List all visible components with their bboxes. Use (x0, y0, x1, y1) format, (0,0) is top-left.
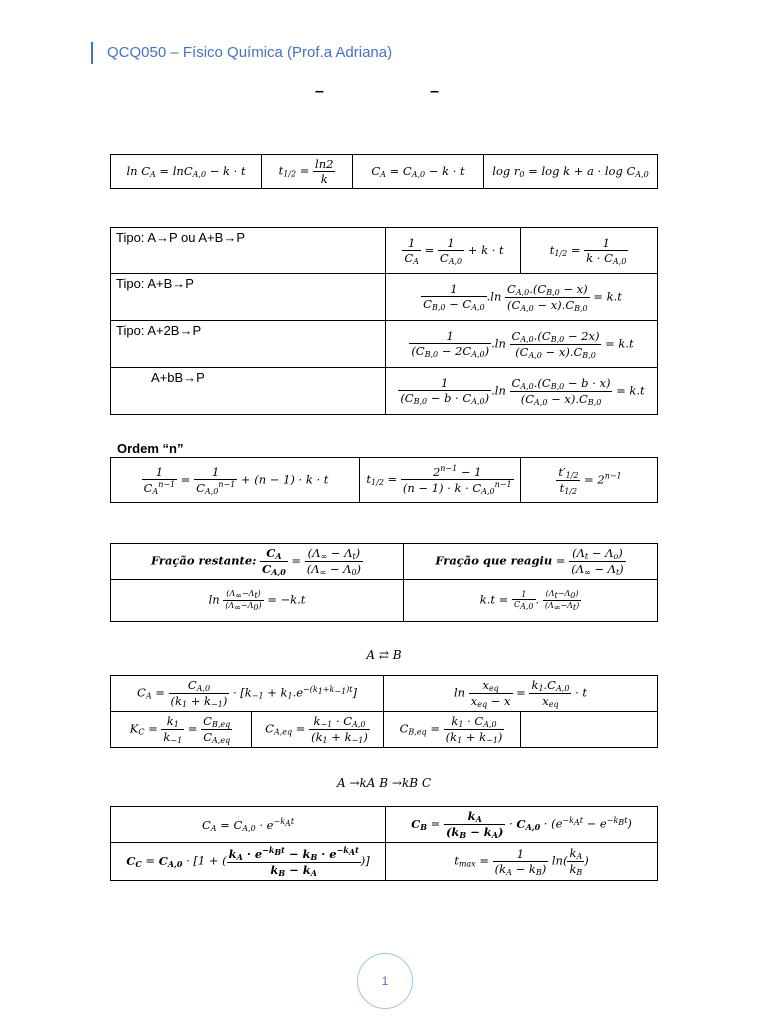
second-order-table (110, 227, 658, 415)
eq-cb-consecutive: $C_B$ = $\frac{k_A}{(k_B - k_A)}$ · $C_{A,0} \cdot (e^{-kAt} - e^{-kBt})$ (386, 807, 658, 843)
eq-ln-conductivity: ln $\frac{(\Lambda\infty-\Lambda t)}{(\Lambda\infty-\Lambda 0)}$ = −k.t (111, 580, 404, 622)
eq-ln-ca: $\ln C_A = \ln C_{A,0} - k \cdot t$ (111, 155, 262, 189)
consecutive-reaction-label: A →kA B →kB C (336, 776, 432, 790)
nth-order-table (110, 457, 658, 503)
fraction-remaining-label: Fração restante: (150, 553, 257, 568)
type-label-3: Tipo: A+2B→P (111, 321, 386, 368)
eq-kc: $K_C$ = $\frac{k_1}{k_{-1}}$ = $\frac{C_{B,eq}}{C_{A,eq}}$ (111, 712, 252, 748)
header-title: QCQ050 – Físico Química (Prof.a Adriana) (107, 44, 393, 61)
reversible-reaction-label: A ⇄ B (366, 648, 402, 662)
consecutive-table (110, 806, 658, 881)
eq-kt-conductivity: k.t = $\frac{1}{CA,0}$ . $\frac{(\Lambda t-\Lambda 0)}{(\Lambda\infty-\Lambda t)}$ (404, 580, 658, 622)
eq-ca-reversible: $C_A$ = $\frac{C_{A,0}}{(k_1 + k_{-1})}$ · $[k_{-1} + k_1.e^{-(k1+k-1)t}]$ (111, 676, 384, 712)
eq-ca-eq: $C_{A,eq}$ = $\frac{k_{-1} \cdot C_{A,0}}{(k_1 + k_{-1})}$ (252, 712, 384, 748)
conductivity-table (110, 543, 658, 622)
type-label-1: Tipo: A→P ou A+B→P (111, 228, 386, 274)
eq-a-plus-b: $\frac{1}{C_{B,0} - C_{A,0}}$ .ln $\frac{C_{A,0}.(C_{B,0} - x)}{(C_{A,0} - x).C_{B,0}}$ = k.t (386, 274, 658, 321)
eq-a-plus-2b: $\frac{1}{(C_{B,0} - 2C_{A,0})}$ .ln $\frac{C_{A,0}.(C_{B,0} - 2x)}{(C_{A,0} - x).C_{B,0}}$ = k.t (386, 321, 658, 368)
eq-nth-half-life: $t_{1/2}$ = $\frac{2^{n-1} - 1}{(n - 1) \cdot k \cdot C_{A,0}^{n-1}}$ (360, 458, 521, 503)
dash-1: – (315, 83, 324, 100)
eq-half-life-first: $t_{1/2}$ = $\frac{\ln 2}{k}$ (262, 155, 353, 189)
eq-log-rate: $\log r_0 = \log k + a \cdot \log C_{A,0}$ (484, 155, 658, 189)
eq-fraction-remaining: Fração restante: $\frac{C_A}{C_{A,0}}$ = $\frac{(\Lambda_\infty - \Lambda_t)}{(\Lambda_\infty - \Lambda_0)}$ (111, 544, 404, 580)
reversible-table (110, 675, 658, 748)
eq-a-plus-bb: $\frac{1}{(C_{B,0} - b \cdot C_{A,0})}$ .ln $\frac{C_{A,0}.(C_{B,0} - b \cdot x)}{(C_{A,0} - x).C_{B,0}}$ = k.t (386, 368, 658, 415)
ordem-n-label: Ordem “n” (117, 441, 184, 456)
eq-zero-order: $C_A = C_{A,0} - k \cdot t$ (353, 155, 484, 189)
eq-second-half-life: $t_{1/2}$ = $\frac{1}{k \cdot C_{A,0}}$ (521, 228, 658, 274)
eq-second-order: $\frac{1}{C_A}$ = $\frac{1}{C_{A,0}}$ + k · t (386, 228, 521, 274)
page-number: 1 (357, 953, 413, 1009)
type-label-4: A+bB→P (111, 368, 386, 415)
zero-first-order-table (110, 154, 658, 189)
type-label-2: Tipo: A+B→P (111, 274, 386, 321)
eq-tmax: $t_{max}$ = $\frac{1}{(k_A - k_B)}$ ln( $\frac{k_A}{k_B}$ ) (386, 843, 658, 881)
eq-cc-consecutive: $C_C = C_{A,0} \cdot [1$ + ( $\frac{k_A \cdot e^{-kBt} - k_B \cdot e^{-kAt}}{k_B - k_A}$ )] (111, 843, 386, 881)
header-accent-bar (91, 42, 93, 64)
eq-nth-order: $\frac{1}{C_A^{n-1}}$ = $\frac{1}{C_{A,0}^{n-1}}$ + (n − 1) · k · t (111, 458, 360, 503)
eq-ca-consecutive: $C_A = C_{A,0} \cdot e^{-kAt}$ (111, 807, 386, 843)
eq-fraction-reacted: Fração que reagiu = $\frac{(\Lambda_t - \Lambda_o)}{(\Lambda_\infty - \Lambda_t)}$ (404, 544, 658, 580)
empty-cell (521, 712, 658, 748)
eq-cb-eq: $C_{B,eq}$ = $\frac{k_1 \cdot C_{A,0}}{(k_1 + k_{-1})}$ (384, 712, 521, 748)
fraction-reacted-label: Fração que reagiu (435, 553, 553, 568)
eq-ln-xeq: ln $\frac{x_{eq}}{x_{eq} - x}$ = $\frac{k_1.C_{A,0}}{x_{eq}}$ · t (384, 676, 658, 712)
dash-2: – (430, 83, 439, 100)
eq-half-life-ratio: $\frac{t'_{1/2}}{t_{1/2}}$ = $2^{n-1}$ (521, 458, 658, 503)
